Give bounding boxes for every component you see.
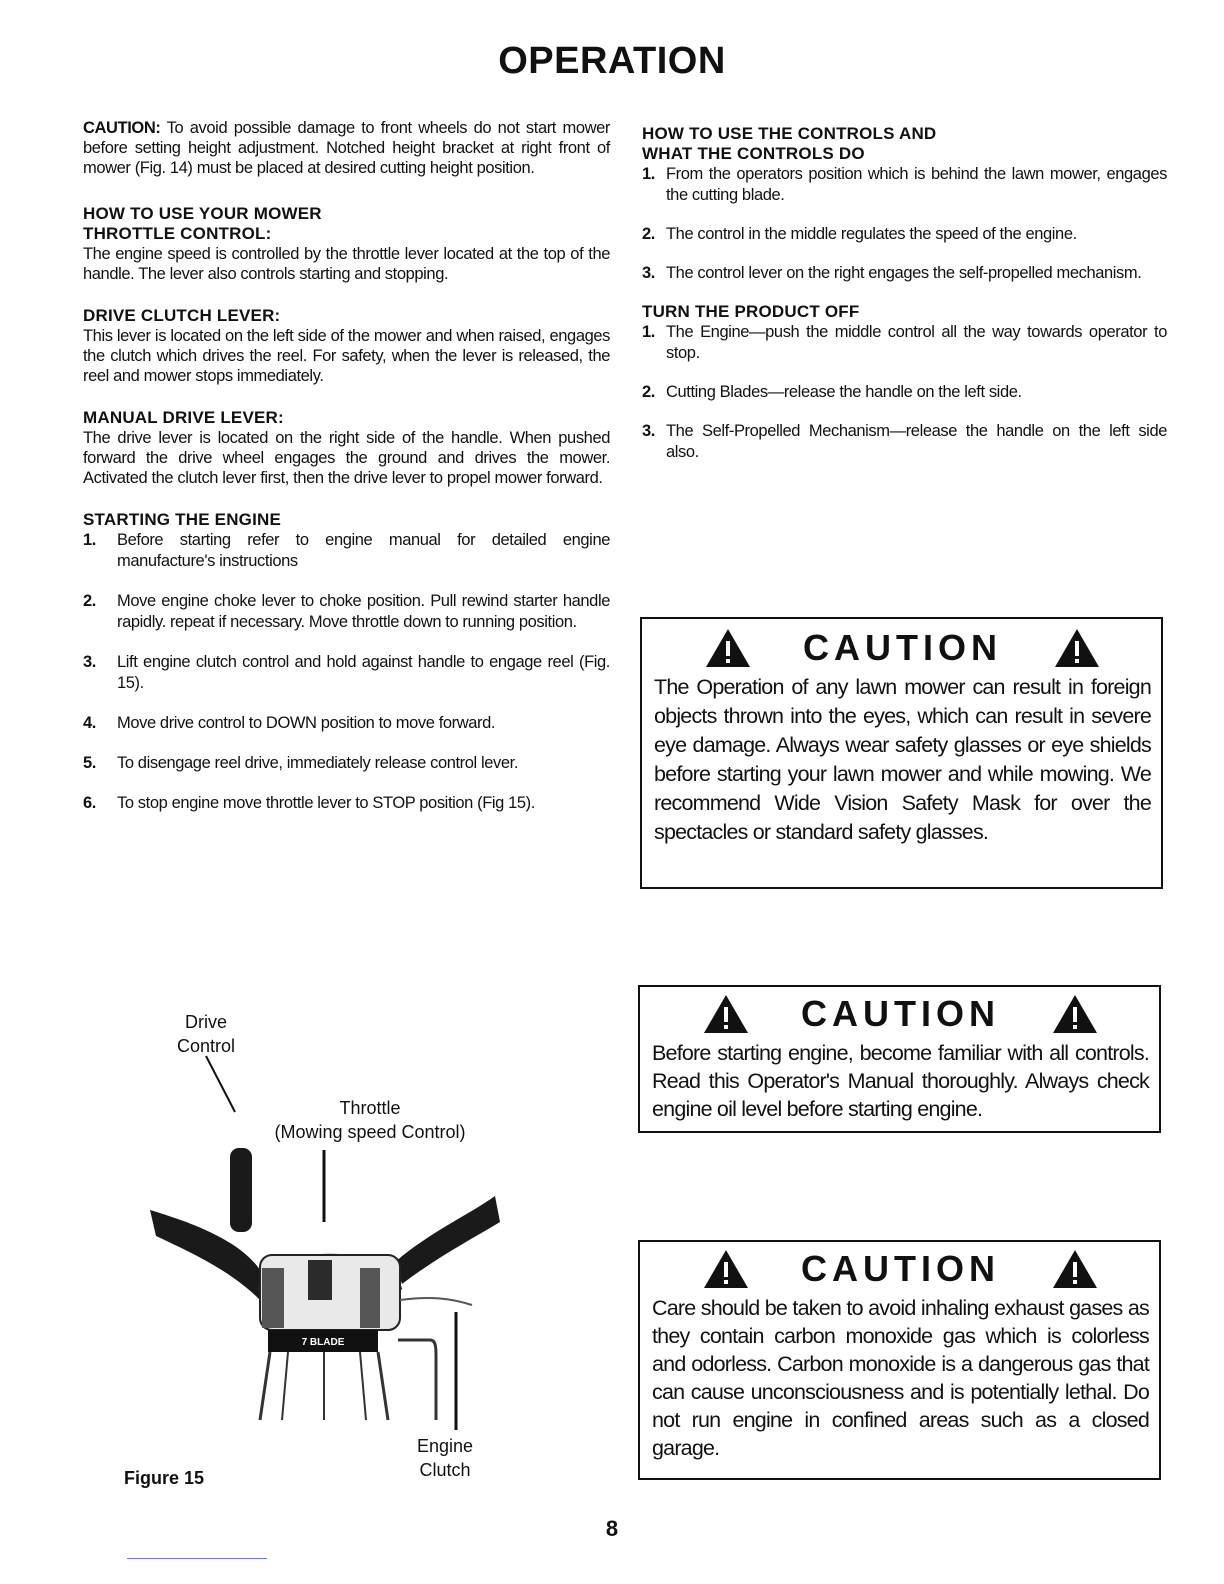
drive-clutch-text: This lever is located on the left side of the mower and when raised, engages the clutch which drives the reel. For safety, when the lever is released, the reel and mower stops immediately.	[83, 327, 610, 385]
controls-subheading: WHAT THE CONTROLS DO	[642, 144, 865, 163]
figure-15-handle-diagram	[110, 1000, 530, 1520]
starting-heading: STARTING THE ENGINE	[83, 510, 282, 529]
caution-title: CAUTION	[801, 1248, 1000, 1289]
caution-box-eye	[640, 617, 1163, 889]
caution-box-controls	[638, 985, 1161, 1133]
manual-drive-heading: MANUAL DRIVE LEVER:	[83, 408, 284, 427]
starting-section	[83, 510, 610, 814]
turn-off-steps	[642, 322, 1167, 463]
left-column	[83, 118, 610, 833]
manual-drive-section	[83, 408, 610, 488]
list-item: 1. From the operators position which is behind the lawn mower, engages the cutting blade.	[642, 165, 1167, 204]
list-item: 1. Before starting refer to engine manual for detailed engine manufacture's instructions	[83, 531, 610, 570]
page-title: OPERATION	[498, 40, 726, 82]
caution-header	[654, 627, 1151, 669]
manual-drive-text: The drive lever is located on the right side of the handle. When pushed forward the drive wheel engages the ground and drives the mower. Activated the clutch lever first, then the drive lever to propel mower forward.	[83, 429, 610, 487]
caution-title: CAUTION	[801, 993, 1000, 1034]
front-wheel-caution	[83, 118, 610, 178]
warning-triangle-icon	[703, 1249, 749, 1289]
caution-text: To avoid possible damage to front wheels do not start mower before setting height adjustment. Notched height bracket at right front of mower (Fig. 14) must be placed at desired cutting height position.	[83, 119, 610, 177]
label-clutch: Clutch	[419, 1460, 471, 1480]
turn-off-heading: TURN THE PRODUCT OFF	[642, 302, 860, 321]
list-item: 3. Lift engine clutch control and hold against handle to engage reel (Fig. 15).	[83, 653, 610, 692]
throttle-heading: THROTTLE CONTROL:	[83, 224, 272, 243]
warning-triangle-icon	[1052, 994, 1098, 1034]
label-drive: Drive	[184, 1012, 227, 1032]
warning-triangle-icon	[1054, 628, 1100, 668]
how-to-use-heading: HOW TO USE YOUR MOWER	[83, 204, 322, 223]
caution-text: Care should be taken to avoid inhaling exhaust gases as they contain carbon monoxide gas which is colorless and odorless. Carbon monoxide is a dangerous gas that can cause unconsciousness and is potentially lethal. Do not run engine in confined areas such as a closed garage.	[652, 1296, 1149, 1460]
page-number: 8	[605, 1516, 619, 1541]
warning-triangle-icon	[703, 994, 749, 1034]
caution-box-exhaust	[638, 1240, 1161, 1480]
label-mowing-speed: (Mowing speed Control)	[274, 1122, 466, 1142]
list-item: 5. To disengage reel drive, immediately release control lever.	[83, 754, 519, 772]
caution-text: The Operation of any lawn mower can result in foreign objects thrown into the eyes, which can result in severe eye damage. Always wear safety glasses or eye shields before starting your lawn mower and while mowing. We recommend Wide Vision Safety Mask for over the spectacles or standard safety glasses.	[654, 675, 1151, 844]
controls-steps	[642, 164, 1167, 284]
list-item: 6. To stop engine move throttle lever to STOP position (Fig 15).	[83, 794, 535, 812]
caution-text: Before starting engine, become familiar with all controls. Read this Operator's Manual thoroughly. Always check engine oil level before starting engine.	[652, 1041, 1149, 1121]
label-throttle: Throttle	[339, 1098, 401, 1118]
starting-steps	[83, 530, 610, 814]
list-item: 2. The control in the middle regulates the speed of the engine.	[642, 225, 1077, 243]
right-column	[642, 124, 1167, 481]
list-item: 3. The control lever on the right engages the self-propelled mechanism.	[642, 264, 1142, 282]
throttle-section	[83, 204, 610, 284]
caution-title: CAUTION	[803, 627, 1002, 668]
list-item: 3. The Self-Propelled Mechanism—release the handle on the left side also.	[642, 422, 1167, 461]
list-item: 4. Move drive control to DOWN position to move forward.	[83, 714, 496, 732]
figure-caption: Figure 15	[124, 1468, 205, 1488]
throttle-text: The engine speed is controlled by the throttle lever located at the top of the handle. The lever also controls starting and stopping.	[83, 245, 610, 283]
drive-clutch-heading: DRIVE CLUTCH LEVER:	[83, 306, 281, 325]
label-engine: Engine	[416, 1436, 474, 1456]
list-item: 2. Move engine choke lever to choke position. Pull rewind starter handle rapidly. repeat if necessary. Move throttle down to running position.	[83, 592, 610, 631]
plate-text: 7 BLADE	[301, 1337, 345, 1348]
caution-lead: CAUTION:	[83, 119, 161, 137]
footer-line	[127, 1558, 267, 1559]
controls-heading: HOW TO USE THE CONTROLS AND	[642, 124, 937, 143]
drive-clutch-section	[83, 306, 610, 386]
label-control: Control	[176, 1036, 236, 1056]
warning-triangle-icon	[1052, 1249, 1098, 1289]
warning-triangle-icon	[705, 628, 751, 668]
list-item: 1. The Engine—push the middle control all the way towards operator to stop.	[642, 323, 1167, 362]
caution-header	[652, 1248, 1149, 1290]
list-item: 2. Cutting Blades—release the handle on the left side.	[642, 383, 1022, 401]
caution-header	[652, 993, 1149, 1035]
